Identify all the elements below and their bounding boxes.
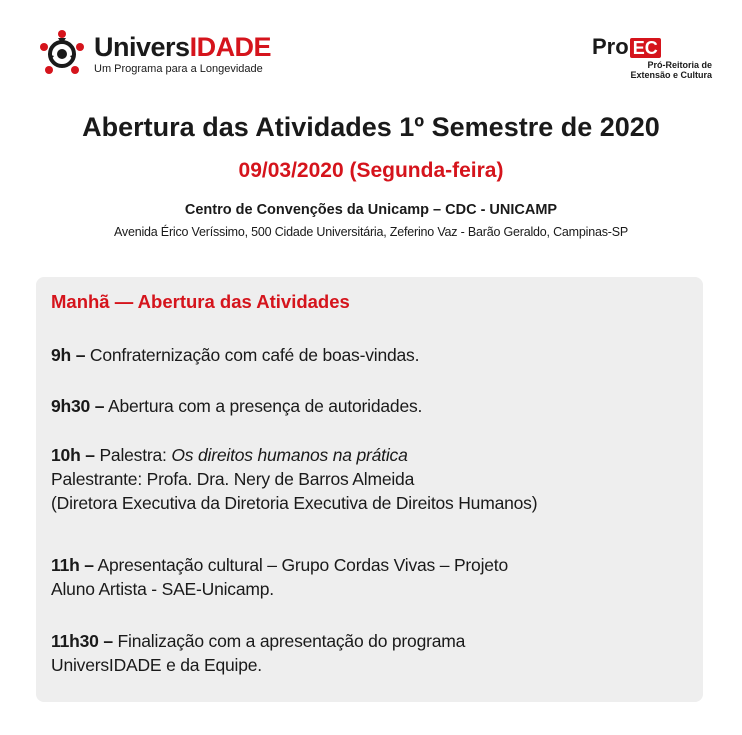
- schedule-text-continued: Aluno Artista - SAE-Unicamp.: [51, 579, 274, 599]
- lecturer-name: Palestrante: Profa. Dra. Nery de Barros Almeida: [51, 469, 415, 489]
- proec-logo[interactable]: [592, 36, 712, 80]
- proec-wordmark-pro: Pro: [592, 34, 629, 59]
- schedule-item: [51, 343, 691, 367]
- proec-subtitle-line1: Pró-Reitoria de: [647, 60, 712, 70]
- wordmark-idade: IDADE: [189, 32, 272, 62]
- lecture-title: Os direitos humanos na prática: [171, 445, 408, 465]
- schedule-time: 11h30: [51, 631, 99, 651]
- schedule-text: Abertura com a presença de autoridades.: [108, 396, 423, 416]
- schedule-time: 9h: [51, 345, 72, 365]
- schedule-heading: Manhã — Abertura das Atividades: [51, 291, 350, 312]
- schedule-dash: –: [103, 631, 113, 651]
- universidade-logo-icon: [36, 28, 88, 80]
- schedule-dash: –: [94, 396, 105, 416]
- schedule-text: Finalização com a apresentação do programa: [117, 631, 466, 651]
- schedule-dash: –: [84, 555, 94, 575]
- header: [0, 0, 742, 100]
- proec-subtitle-line2: Extensão e Cultura: [630, 70, 712, 80]
- lecturer-role: (Diretora Executiva da Diretoria Executiva de Direitos Humanos): [51, 493, 538, 513]
- schedule-time: 11h: [51, 555, 80, 575]
- wordmark-univers: Univers: [94, 32, 190, 62]
- schedule-item: [51, 553, 691, 601]
- universidade-wordmark: [94, 33, 271, 61]
- schedule-text: Palestra:: [99, 445, 172, 465]
- schedule-dash: –: [75, 345, 86, 365]
- schedule-dash: –: [85, 445, 95, 465]
- proec-subtitle: [592, 60, 712, 80]
- event-address: Avenida Érico Veríssimo, 500 Cidade Universitária, Zeferino Vaz - Barão Geraldo, Campinas-SP: [113, 225, 629, 239]
- universidade-tagline: Um Programa para a Longevidade: [94, 63, 263, 75]
- event-date: 09/03/2020 (Segunda-feira): [238, 159, 504, 182]
- schedule-time: 10h: [51, 445, 81, 465]
- schedule-item: [51, 443, 691, 515]
- proec-wordmark-ec: EC: [630, 38, 661, 58]
- schedule-item: [51, 629, 691, 677]
- schedule-time: 9h30: [51, 396, 91, 416]
- schedule-item: [51, 394, 691, 418]
- schedule-panel: [36, 277, 703, 702]
- page-title: Abertura das Atividades 1º Semestre de 2020: [82, 112, 660, 142]
- schedule-text-continued: UniversIDADE e da Equipe.: [51, 655, 262, 675]
- event-venue: Centro de Convenções da Unicamp – CDC - UNICAMP: [184, 202, 558, 218]
- universidade-logo[interactable]: [36, 28, 271, 80]
- schedule-text: Apresentação cultural – Grupo Cordas Vivas – Projeto: [97, 555, 508, 575]
- schedule-text: Confraternização com café de boas-vindas.: [89, 345, 420, 365]
